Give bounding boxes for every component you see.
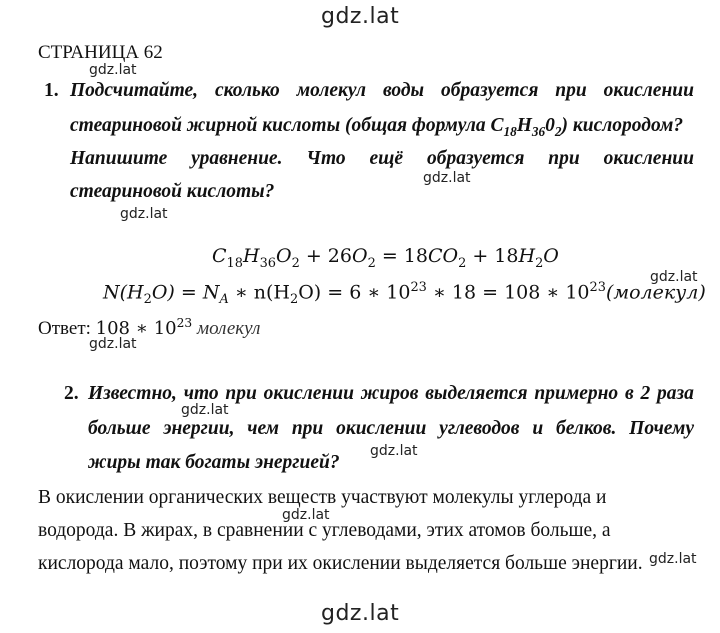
watermark-bottom: gdz.lat xyxy=(321,601,400,626)
watermark: gdz.lat xyxy=(370,443,418,459)
molecule-count-equation: $N(H_2O) = N_A$ ∗ $n(H_2O) = 6$ ∗ $10^{23}$ ∗ 18 = 108 ∗ $10^{23}(молекул)$ xyxy=(103,280,706,308)
watermark: gdz.lat xyxy=(423,170,471,186)
answer-1 xyxy=(38,316,260,340)
watermark: gdz.lat xyxy=(181,402,229,418)
question-1-line-3: Напишите уравнение. Что ещё образуется при окислении xyxy=(70,148,694,169)
answer-value: 108 ∗ $10^{23}$ xyxy=(95,316,193,339)
answer-unit: молекул xyxy=(196,318,261,339)
reaction-equation: $C_{18}H_{36}O_2 + 26O_2 = 18CO_2 + 18H_2O$ xyxy=(212,245,559,271)
watermark: gdz.lat xyxy=(120,206,168,222)
question-2-line-1: Известно, что при окислении жиров выделяется примерно в 2 раза xyxy=(88,383,694,404)
page-title: СТРАНИЦА 62 xyxy=(38,42,163,63)
watermark: gdz.lat xyxy=(282,507,330,523)
question-2-line-2: больше энергии, чем при окислении углеводов и белков. Почему xyxy=(88,418,694,439)
question-1-line-1: Подсчитайте, сколько молекул воды образуется при окислении xyxy=(70,80,694,101)
answer-2-line-2: водорода. В жирах, в сравнении с углеводами, этих атомов больше, а xyxy=(38,520,611,541)
question-1-line-4: стеариновой кислоты? xyxy=(70,181,275,202)
watermark: gdz.lat xyxy=(89,62,137,78)
answer-label: Ответ: xyxy=(38,318,91,339)
question-1-line-2: стеариновой жирной кислоты (общая формула $C_{18}H_{36}0_2$) кислородом? xyxy=(70,115,684,139)
watermark-top: gdz.lat xyxy=(321,4,400,29)
answer-2-line-3: кислорода мало, поэтому при их окислении выделяется больше энергии. xyxy=(38,553,643,574)
watermark: gdz.lat xyxy=(650,269,698,285)
watermark: gdz.lat xyxy=(89,336,137,352)
question-2-line-3: жиры так богаты энергией? xyxy=(88,452,340,473)
watermark: gdz.lat xyxy=(649,551,697,567)
question-1-number: 1. xyxy=(44,80,59,101)
question-2-number: 2. xyxy=(64,383,79,404)
answer-2-line-1: В окислении органических веществ участвуют молекулы углерода и xyxy=(38,487,607,508)
